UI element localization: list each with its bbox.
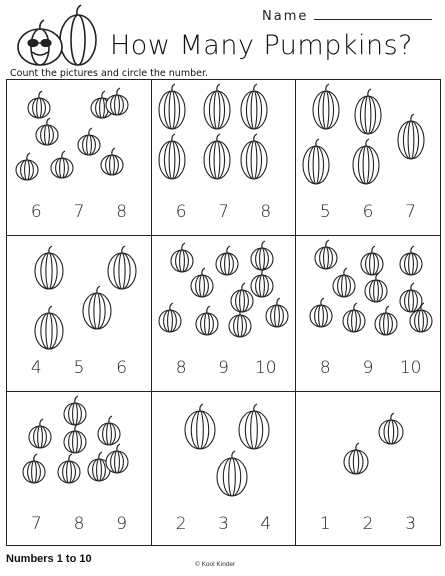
pumpkin-icon xyxy=(355,89,381,134)
pumpkin-icon xyxy=(29,419,51,448)
pumpkin-icon xyxy=(51,151,73,178)
number-choices xyxy=(296,202,440,228)
number-choice[interactable]: 3 xyxy=(405,514,417,534)
pumpkin-icon xyxy=(251,241,273,270)
number-choice[interactable]: 4 xyxy=(30,358,42,378)
counting-grid xyxy=(6,79,441,546)
pumpkin-icon xyxy=(313,84,339,129)
pumpkin-icon xyxy=(196,306,218,335)
pumpkin-icon xyxy=(315,240,337,269)
pumpkin-icon xyxy=(400,283,422,312)
pumpkin-group xyxy=(296,236,440,356)
pumpkin-group xyxy=(152,236,295,356)
pumpkin-icon xyxy=(361,246,383,275)
number-choices xyxy=(152,202,295,228)
pumpkin-icon xyxy=(343,303,365,332)
pumpkin-icon xyxy=(191,268,213,297)
pumpkin-icon xyxy=(310,298,332,327)
number-choice[interactable]: 5 xyxy=(319,202,331,222)
pumpkin-icon xyxy=(23,454,45,483)
number-choice[interactable]: 7 xyxy=(218,202,229,222)
name-label: Name xyxy=(262,9,309,24)
pumpkin-icon xyxy=(159,84,185,129)
number-choice[interactable]: 6 xyxy=(116,358,128,378)
pumpkin-icon xyxy=(98,416,120,445)
pumpkin-icon xyxy=(251,268,273,297)
copyright-notice: © Kool Kinder xyxy=(195,561,236,568)
number-choices xyxy=(152,514,295,540)
count-cell xyxy=(296,392,440,545)
pumpkin-icon xyxy=(36,118,58,145)
number-choices xyxy=(7,202,151,228)
pumpkin-icon xyxy=(35,306,63,349)
page-title: How Many Pumpkins? xyxy=(110,30,414,61)
pumpkin-icon xyxy=(231,283,253,312)
pumpkin-icon xyxy=(239,404,269,449)
number-choice[interactable]: 10 xyxy=(399,358,422,378)
pumpkin-icon xyxy=(353,139,379,184)
pumpkin-icon xyxy=(16,153,38,180)
number-choice[interactable]: 9 xyxy=(116,514,128,534)
number-choice[interactable]: 8 xyxy=(319,358,331,378)
pumpkin-icon xyxy=(64,396,86,425)
pumpkin-icon xyxy=(106,444,128,473)
number-choice[interactable]: 6 xyxy=(362,202,374,222)
count-cell xyxy=(7,392,152,545)
number-choice[interactable]: 8 xyxy=(73,514,85,534)
pumpkin-icon xyxy=(159,134,185,179)
pumpkin-icon xyxy=(241,84,267,129)
number-choice[interactable]: 10 xyxy=(254,358,277,378)
pumpkin-icon xyxy=(204,84,230,129)
pumpkin-group xyxy=(296,80,440,200)
pumpkin-group xyxy=(7,80,151,200)
pumpkin-icon xyxy=(365,273,387,302)
number-choices xyxy=(7,358,151,384)
pumpkin-icon xyxy=(266,298,288,327)
number-choice[interactable]: 7 xyxy=(73,202,85,222)
number-choice[interactable]: 9 xyxy=(218,358,229,378)
count-cell xyxy=(7,80,152,236)
number-choice[interactable]: 4 xyxy=(260,514,272,534)
number-choices xyxy=(7,514,151,540)
pumpkin-group xyxy=(152,80,295,200)
pumpkin-icon xyxy=(375,306,397,335)
pumpkin-logo-icon xyxy=(10,2,106,68)
pumpkin-icon xyxy=(101,148,123,175)
pumpkin-icon xyxy=(204,134,230,179)
number-choice[interactable]: 8 xyxy=(116,202,128,222)
pumpkin-group xyxy=(152,392,295,512)
pumpkin-icon xyxy=(333,268,355,297)
pumpkin-group xyxy=(7,236,151,356)
count-cell xyxy=(296,236,440,392)
number-choice[interactable]: 9 xyxy=(362,358,374,378)
number-choice[interactable]: 8 xyxy=(260,202,272,222)
worksheet-series: Numbers 1 to 10 xyxy=(6,553,92,565)
pumpkin-icon xyxy=(303,139,329,184)
pumpkin-icon xyxy=(241,134,267,179)
number-choice[interactable]: 3 xyxy=(218,514,229,534)
pumpkin-group xyxy=(7,392,151,512)
pumpkin-icon xyxy=(216,246,238,275)
pumpkin-icon xyxy=(35,246,63,289)
name-field xyxy=(262,5,432,24)
pumpkin-icon xyxy=(344,443,368,474)
number-choice[interactable]: 7 xyxy=(405,202,417,222)
number-choices xyxy=(296,358,440,384)
number-choice[interactable]: 6 xyxy=(175,202,187,222)
pumpkin-icon xyxy=(83,286,111,329)
pumpkin-group xyxy=(296,392,440,512)
count-cell xyxy=(296,80,440,236)
number-choice[interactable]: 6 xyxy=(30,202,42,222)
pumpkin-icon xyxy=(78,128,100,155)
pumpkin-icon xyxy=(106,88,128,115)
pumpkin-icon xyxy=(171,243,193,272)
instructions: Count the pictures and circle the number. xyxy=(10,68,209,79)
number-choices xyxy=(296,514,440,540)
number-choices xyxy=(152,358,295,384)
count-cell xyxy=(152,80,296,236)
pumpkin-icon xyxy=(379,413,403,444)
number-choice[interactable]: 2 xyxy=(362,514,374,534)
pumpkin-icon xyxy=(398,114,424,159)
pumpkin-icon xyxy=(217,451,247,496)
pumpkin-icon xyxy=(64,424,86,453)
count-cell xyxy=(152,392,296,545)
count-cell xyxy=(152,236,296,392)
number-choice[interactable]: 7 xyxy=(30,514,42,534)
number-choice[interactable]: 8 xyxy=(175,358,187,378)
pumpkin-icon xyxy=(28,91,50,118)
number-choice[interactable]: 2 xyxy=(175,514,187,534)
count-cell xyxy=(7,236,152,392)
pumpkin-icon xyxy=(58,454,80,483)
number-choice[interactable]: 1 xyxy=(319,514,331,534)
name-writing-line xyxy=(314,19,432,20)
number-choice[interactable]: 5 xyxy=(73,358,85,378)
pumpkin-icon xyxy=(159,303,181,332)
pumpkin-icon xyxy=(400,246,422,275)
pumpkin-icon xyxy=(108,246,136,289)
pumpkin-icon xyxy=(185,404,215,449)
